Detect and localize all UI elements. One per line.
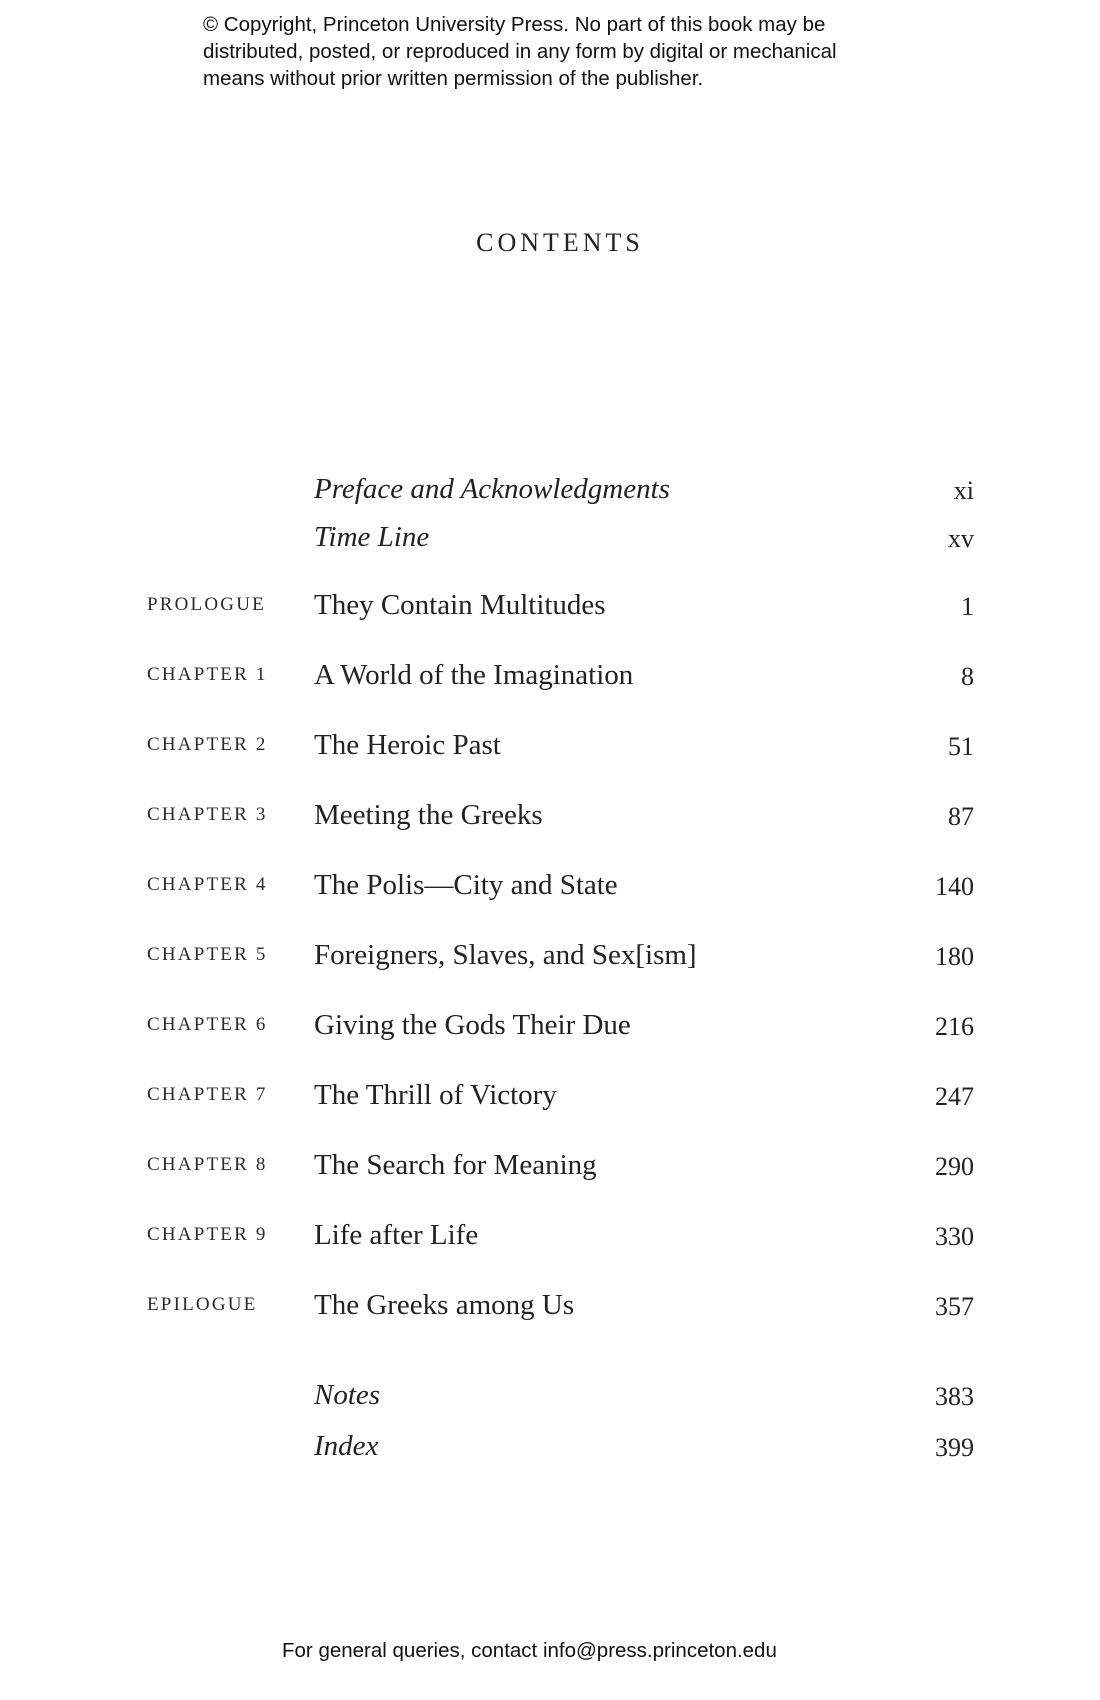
- toc-entry-title: Preface and Acknowledgments: [314, 473, 670, 505]
- toc-entry: [0, 584, 1100, 624]
- toc-entry-title: Notes: [314, 1379, 381, 1411]
- copyright-notice: [203, 11, 923, 92]
- toc-entry: [0, 516, 1100, 556]
- toc-entry-title: The Heroic Past: [314, 729, 501, 761]
- toc-entry-page: 399: [935, 1433, 974, 1462]
- toc-entry-page: 290: [935, 1152, 974, 1181]
- toc-entry-title: Life after Life: [314, 1219, 479, 1251]
- copyright-line: distributed, posted, or reproduced in any form by digital or mechanical: [203, 40, 837, 63]
- toc-entry-page: 383: [935, 1382, 974, 1411]
- toc-entry-title: They Contain Multitudes: [314, 589, 606, 621]
- toc-entry-title: Foreigners, Slaves, and Sex[ism]: [314, 939, 697, 971]
- toc-entry-title: Index: [314, 1430, 379, 1462]
- toc-entry-title: The Thrill of Victory: [314, 1079, 557, 1111]
- toc-entry-label: CHAPTER 5: [147, 944, 268, 965]
- toc-entry: [0, 654, 1100, 694]
- toc-entry-page: 247: [935, 1082, 974, 1111]
- toc-entry-label: CHAPTER 4: [147, 874, 268, 895]
- toc-entry: [0, 794, 1100, 834]
- footer-contact: For general queries, contact info@press.princeton.edu: [282, 1639, 777, 1662]
- copyright-line: © Copyright, Princeton University Press. No part of this book may be: [203, 13, 826, 36]
- toc-entry-label: CHAPTER 8: [147, 1154, 268, 1175]
- toc-entry: [0, 1214, 1100, 1254]
- toc-entry-page: xv: [948, 524, 974, 553]
- toc-entry-label: CHAPTER 7: [147, 1084, 268, 1105]
- toc-entry-label: EPILOGUE: [147, 1294, 258, 1315]
- toc-entry-title: The Polis—City and State: [314, 869, 618, 901]
- toc-entry-page: 8: [961, 662, 974, 691]
- toc-entry-title: The Greeks among Us: [314, 1289, 575, 1321]
- toc-entry: [0, 1374, 1100, 1414]
- toc-entry: [0, 934, 1100, 974]
- toc-entry-page: 51: [948, 732, 974, 761]
- toc-entry-page: 87: [948, 802, 974, 831]
- toc-entry: [0, 1284, 1100, 1324]
- copyright-line: means without prior written permission of the publisher.: [203, 67, 704, 90]
- toc-entry-page: xi: [953, 476, 974, 505]
- toc-entry-page: 140: [935, 872, 974, 901]
- toc-entry: [0, 864, 1100, 904]
- toc-entry-page: 216: [935, 1012, 974, 1041]
- toc-entry-page: 330: [935, 1222, 974, 1251]
- toc-entry-page: 180: [935, 942, 974, 971]
- toc-entry-title: A World of the Imagination: [314, 659, 634, 691]
- toc-entry-label: CHAPTER 2: [147, 734, 268, 755]
- toc-entry-label: CHAPTER 1: [147, 664, 268, 685]
- toc-entry-page: 357: [935, 1292, 974, 1321]
- toc-entry: [0, 1074, 1100, 1114]
- toc-entry: [0, 1425, 1100, 1465]
- toc-entry: [0, 468, 1100, 508]
- toc-entry-title: Time Line: [314, 521, 430, 553]
- toc-entry: [0, 1004, 1100, 1044]
- toc-entry-label: CHAPTER 3: [147, 804, 268, 825]
- toc-entry-page: 1: [961, 592, 974, 621]
- toc-entry-title: The Search for Meaning: [314, 1149, 597, 1181]
- page-title: CONTENTS: [476, 228, 644, 257]
- toc-entry-label: PROLOGUE: [147, 594, 266, 615]
- toc-entry-title: Giving the Gods Their Due: [314, 1009, 631, 1041]
- toc-entry-label: CHAPTER 6: [147, 1014, 268, 1035]
- toc-entry-label: CHAPTER 9: [147, 1224, 268, 1245]
- toc-entry: [0, 1144, 1100, 1184]
- toc-entry-title: Meeting the Greeks: [314, 799, 543, 831]
- toc-entry: [0, 724, 1100, 764]
